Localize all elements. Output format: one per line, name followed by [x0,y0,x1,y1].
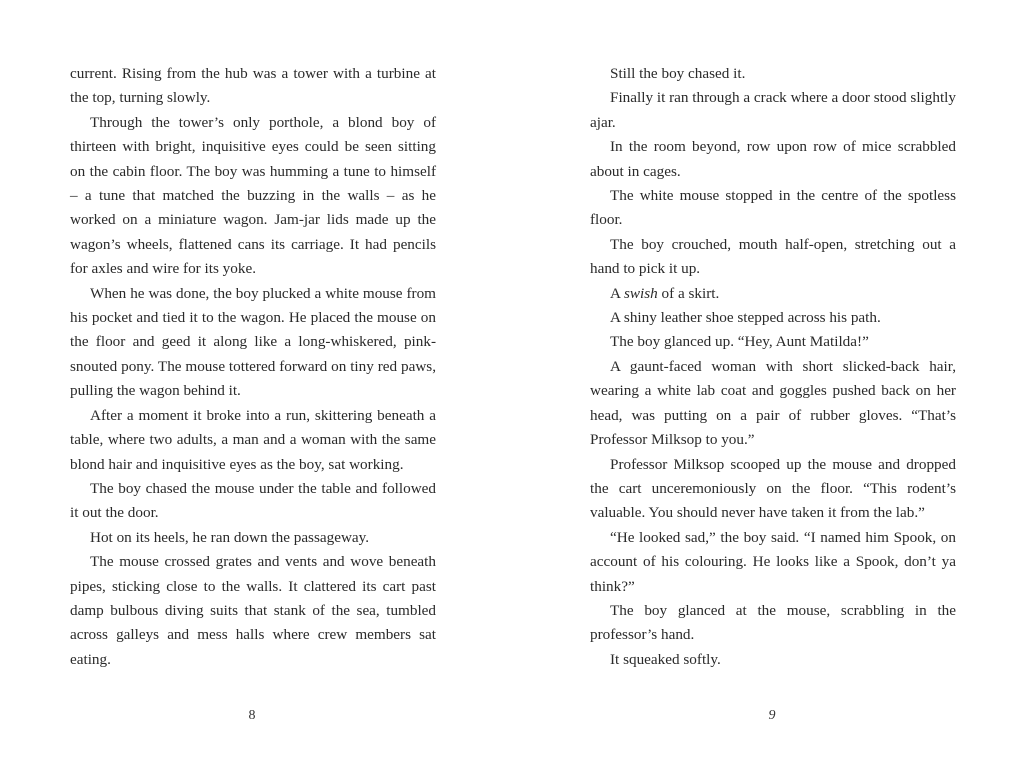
paragraph: A shiny leather shoe stepped across his path. [610,309,881,327]
paragraph: current. Rising from the hub was a tower with a turbine at the top, turning slowly. [70,65,436,107]
paragraph: Through the tower’s only porthole, a blond boy of thirteen with bright, inquisitive eyes could be seen sitting on the cabin floor. The boy was humming a tune to himself – a tune that matched the buzzing in the walls – as he worked on a miniature wagon. Jam-jar lids made up the wagon’s wheels, flattened cans its carriage. It had pencils for axles and wire for its yoke. [70,113,436,278]
paragraph: “He looked sad,” the boy said. “I named him Spook, on account of his colouring. He looks like a Spook, don’t ya think?” [590,528,956,595]
paragraph: Finally it ran through a crack where a door stood slightly ajar. [590,89,956,131]
paragraph: The boy crouched, mouth half-open, stretching out a hand to pick it up. [590,235,956,278]
right-page-text [590,62,956,672]
left-page [70,62,436,672]
paragraph: Hot on its heels, he ran down the passageway. [90,528,370,546]
paragraph: It squeaked softly. [610,650,721,668]
text-run: A [610,284,624,302]
paragraph: The mouse crossed grates and vents and wove beneath pipes, sticking close to the walls. It clattered its cart past damp bulbous diving suits that stank of the sea, tumbled across galleys and mess halls where crew members sat eating. [70,553,436,668]
page-number-right: 9 [768,708,776,723]
right-page [590,62,956,672]
paragraph: In the room beyond, row upon row of mice scrabbled about in cages. [590,138,956,180]
paragraph: A gaunt-faced woman with short slicked-back hair, wearing a white lab coat and goggles pushed back on her head, was putting on a pair of rubber gloves. “That’s Professor Milksop to you.” [590,357,956,449]
text-run: of a skirt. [657,284,720,302]
paragraph: The boy glanced up. “Hey, Aunt Matilda!” [610,333,869,351]
page-number-left: 8 [248,708,256,723]
paragraph: Still the boy chased it. [610,65,746,82]
paragraph: When he was done, the boy plucked a white mouse from his pocket and tied it to the wagon. He placed the mouse on the floor and geed it along like a long-whiskered, pink-snouted pony. The mouse tottered forward on tiny red paws, pulling the wagon behind it. [70,284,436,400]
paragraph: Professor Milksop scooped up the mouse and dropped the cart unceremoniously on the floor. “This rodent’s valuable. You should never have taken it from the lab.” [590,455,956,522]
paragraph: The boy glanced at the mouse, scrabbling in the professor’s hand. [590,601,956,644]
emphasized-word: swish [623,284,658,302]
paragraph: After a moment it broke into a run, skittering beneath a table, where two adults, a man and a woman with the same blond hair and inquisitive eyes as the boy, sat working. [70,406,436,473]
left-page-text [70,62,436,672]
paragraph: The white mouse stopped in the centre of the spotless floor. [590,187,956,229]
paragraph: The boy chased the mouse under the table and followed it out the door. [70,479,436,522]
paragraph [590,282,956,306]
